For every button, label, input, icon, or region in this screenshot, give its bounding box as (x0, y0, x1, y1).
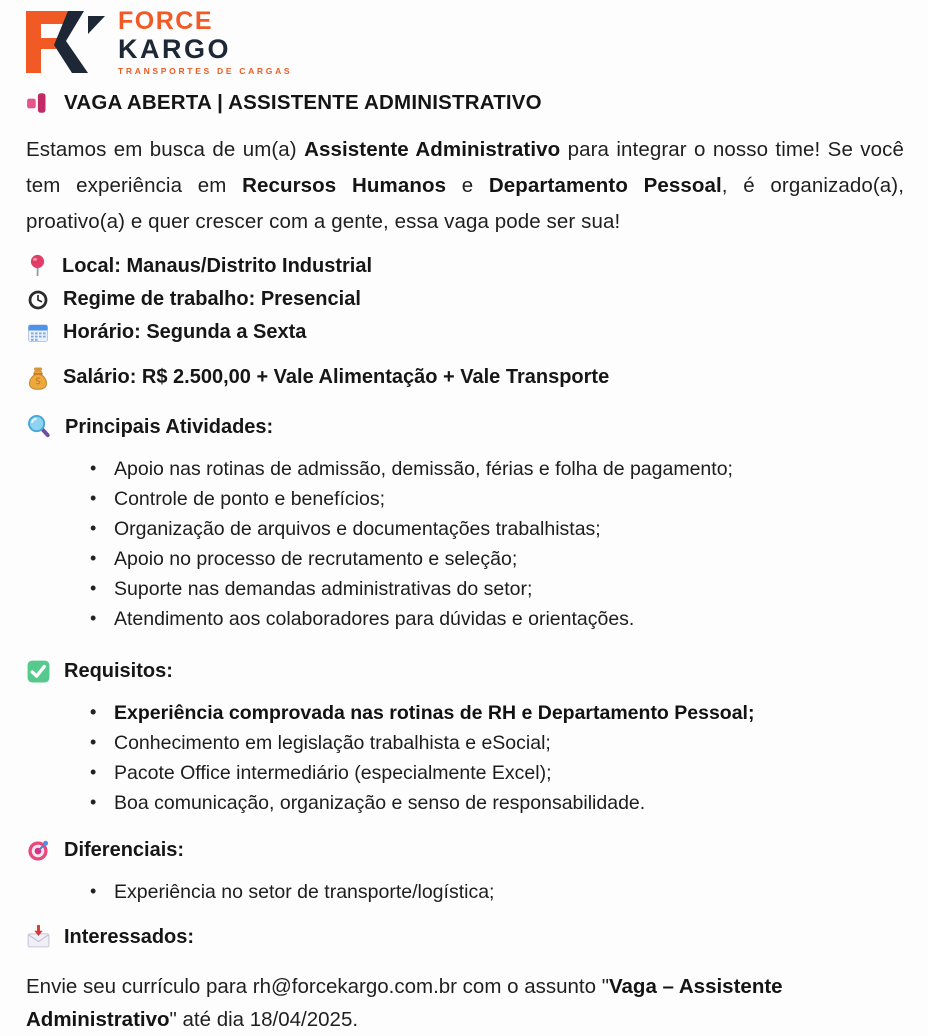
atividades-list (26, 454, 904, 634)
text-segment: , é organizado(a), proativo(a) e quer crescer com a gente, essa vaga pode ser sua! (26, 174, 904, 233)
logo-kargo-text: KARGO (118, 33, 231, 64)
section-diferenciais (26, 836, 904, 907)
bullet-item: • Suporte nas demandas administrativas do setor; (88, 574, 904, 604)
bullet-item: • Experiência no setor de transporte/logística; (88, 877, 904, 907)
logo-tagline-text: TRANSPORTES DE CARGAS (118, 65, 293, 76)
text-segment: e (446, 174, 489, 197)
section-diferenciais-header (26, 836, 904, 864)
schedule-text: Horário: Segunda a Sexta (63, 321, 307, 343)
vacancy-header (26, 90, 904, 116)
section-atividades-header (26, 413, 904, 441)
section-interessados (26, 923, 904, 951)
text-segment: Estamos em busca de um(a) (26, 138, 305, 161)
text-segment: Recursos Humanos (242, 174, 447, 197)
section-requisitos (26, 657, 904, 818)
section-atividades (26, 413, 904, 634)
requisitos-list (26, 698, 904, 818)
section-diferenciais-title: Diferenciais: (64, 838, 185, 861)
megaphone-icon (26, 90, 52, 116)
bullet-item: • Boa comunicação, organização e senso de responsabilidade. (88, 788, 904, 818)
bullet-item: • Apoio nas rotinas de admissão, demissão, férias e folha de pagamento; (88, 454, 904, 484)
company-logo (26, 6, 904, 76)
salary-row (26, 361, 904, 394)
work-regime-row (26, 283, 904, 316)
section-interessados-header (26, 923, 904, 951)
text-segment: Assistente Administrativo (304, 138, 561, 161)
bullet-item: • Controle de ponto e benefícios; (88, 484, 904, 514)
section-atividades-title: Principais Atividades: (65, 415, 274, 438)
section-requisitos-title: Requisitos: (64, 659, 173, 682)
clock-icon (26, 288, 50, 312)
intro-paragraph (26, 132, 904, 240)
bullet-item: • Conhecimento em legislação trabalhista e eSocial; (88, 728, 904, 758)
bullet-item: • Pacote Office intermediário (especialmente Excel); (88, 758, 904, 788)
bullet-item: • Atendimento aos colaboradores para dúvidas e orientações. (88, 604, 904, 634)
location-text: Local: Manaus/Distrito Industrial (62, 255, 373, 277)
location-row (26, 250, 904, 283)
target-icon (26, 838, 51, 863)
schedule-row (26, 316, 904, 349)
page-title: VAGA ABERTA | ASSISTENTE ADMINISTRATIVO (64, 91, 542, 114)
text-segment: Departamento Pessoal (488, 174, 722, 197)
section-requisitos-header (26, 657, 904, 685)
check-mark-icon (26, 659, 51, 684)
text-segment: para integrar o nosso time! Se você tem experiência em (26, 138, 904, 197)
calendar-icon (26, 321, 50, 345)
money-bag-icon (26, 365, 50, 391)
fk-logo-icon (26, 11, 106, 73)
closing-paragraph (26, 970, 904, 1036)
magnifier-icon (26, 414, 52, 440)
text-segment: Envie seu currículo para rh@forcekargo.com.br com o assunto " (26, 975, 609, 998)
diferenciais-list (26, 877, 904, 907)
logo-force-text: FORCE (118, 6, 213, 35)
section-interessados-title: Interessados: (64, 925, 195, 948)
bullet-item: • Organização de arquivos e documentações trabalhistas; (88, 514, 904, 544)
bullet-item: • Experiência comprovada nas rotinas de RH e Departamento Pessoal; (88, 698, 904, 728)
bullet-item: • Apoio no processo de recrutamento e seleção; (88, 544, 904, 574)
salary-text: Salário: R$ 2.500,00 + Vale Alimentação + Vale Transporte (63, 366, 610, 388)
text-segment: Vaga – Assistente Administrativo (26, 975, 783, 1031)
text-segment: " até dia 18/04/2025. (169, 1008, 359, 1031)
work-regime-text: Regime de trabalho: Presencial (63, 288, 361, 310)
job-info-list (26, 250, 904, 349)
inbox-arrow-icon (26, 924, 51, 950)
logo-wordmark (118, 6, 293, 76)
round-pushpin-icon (26, 254, 49, 280)
